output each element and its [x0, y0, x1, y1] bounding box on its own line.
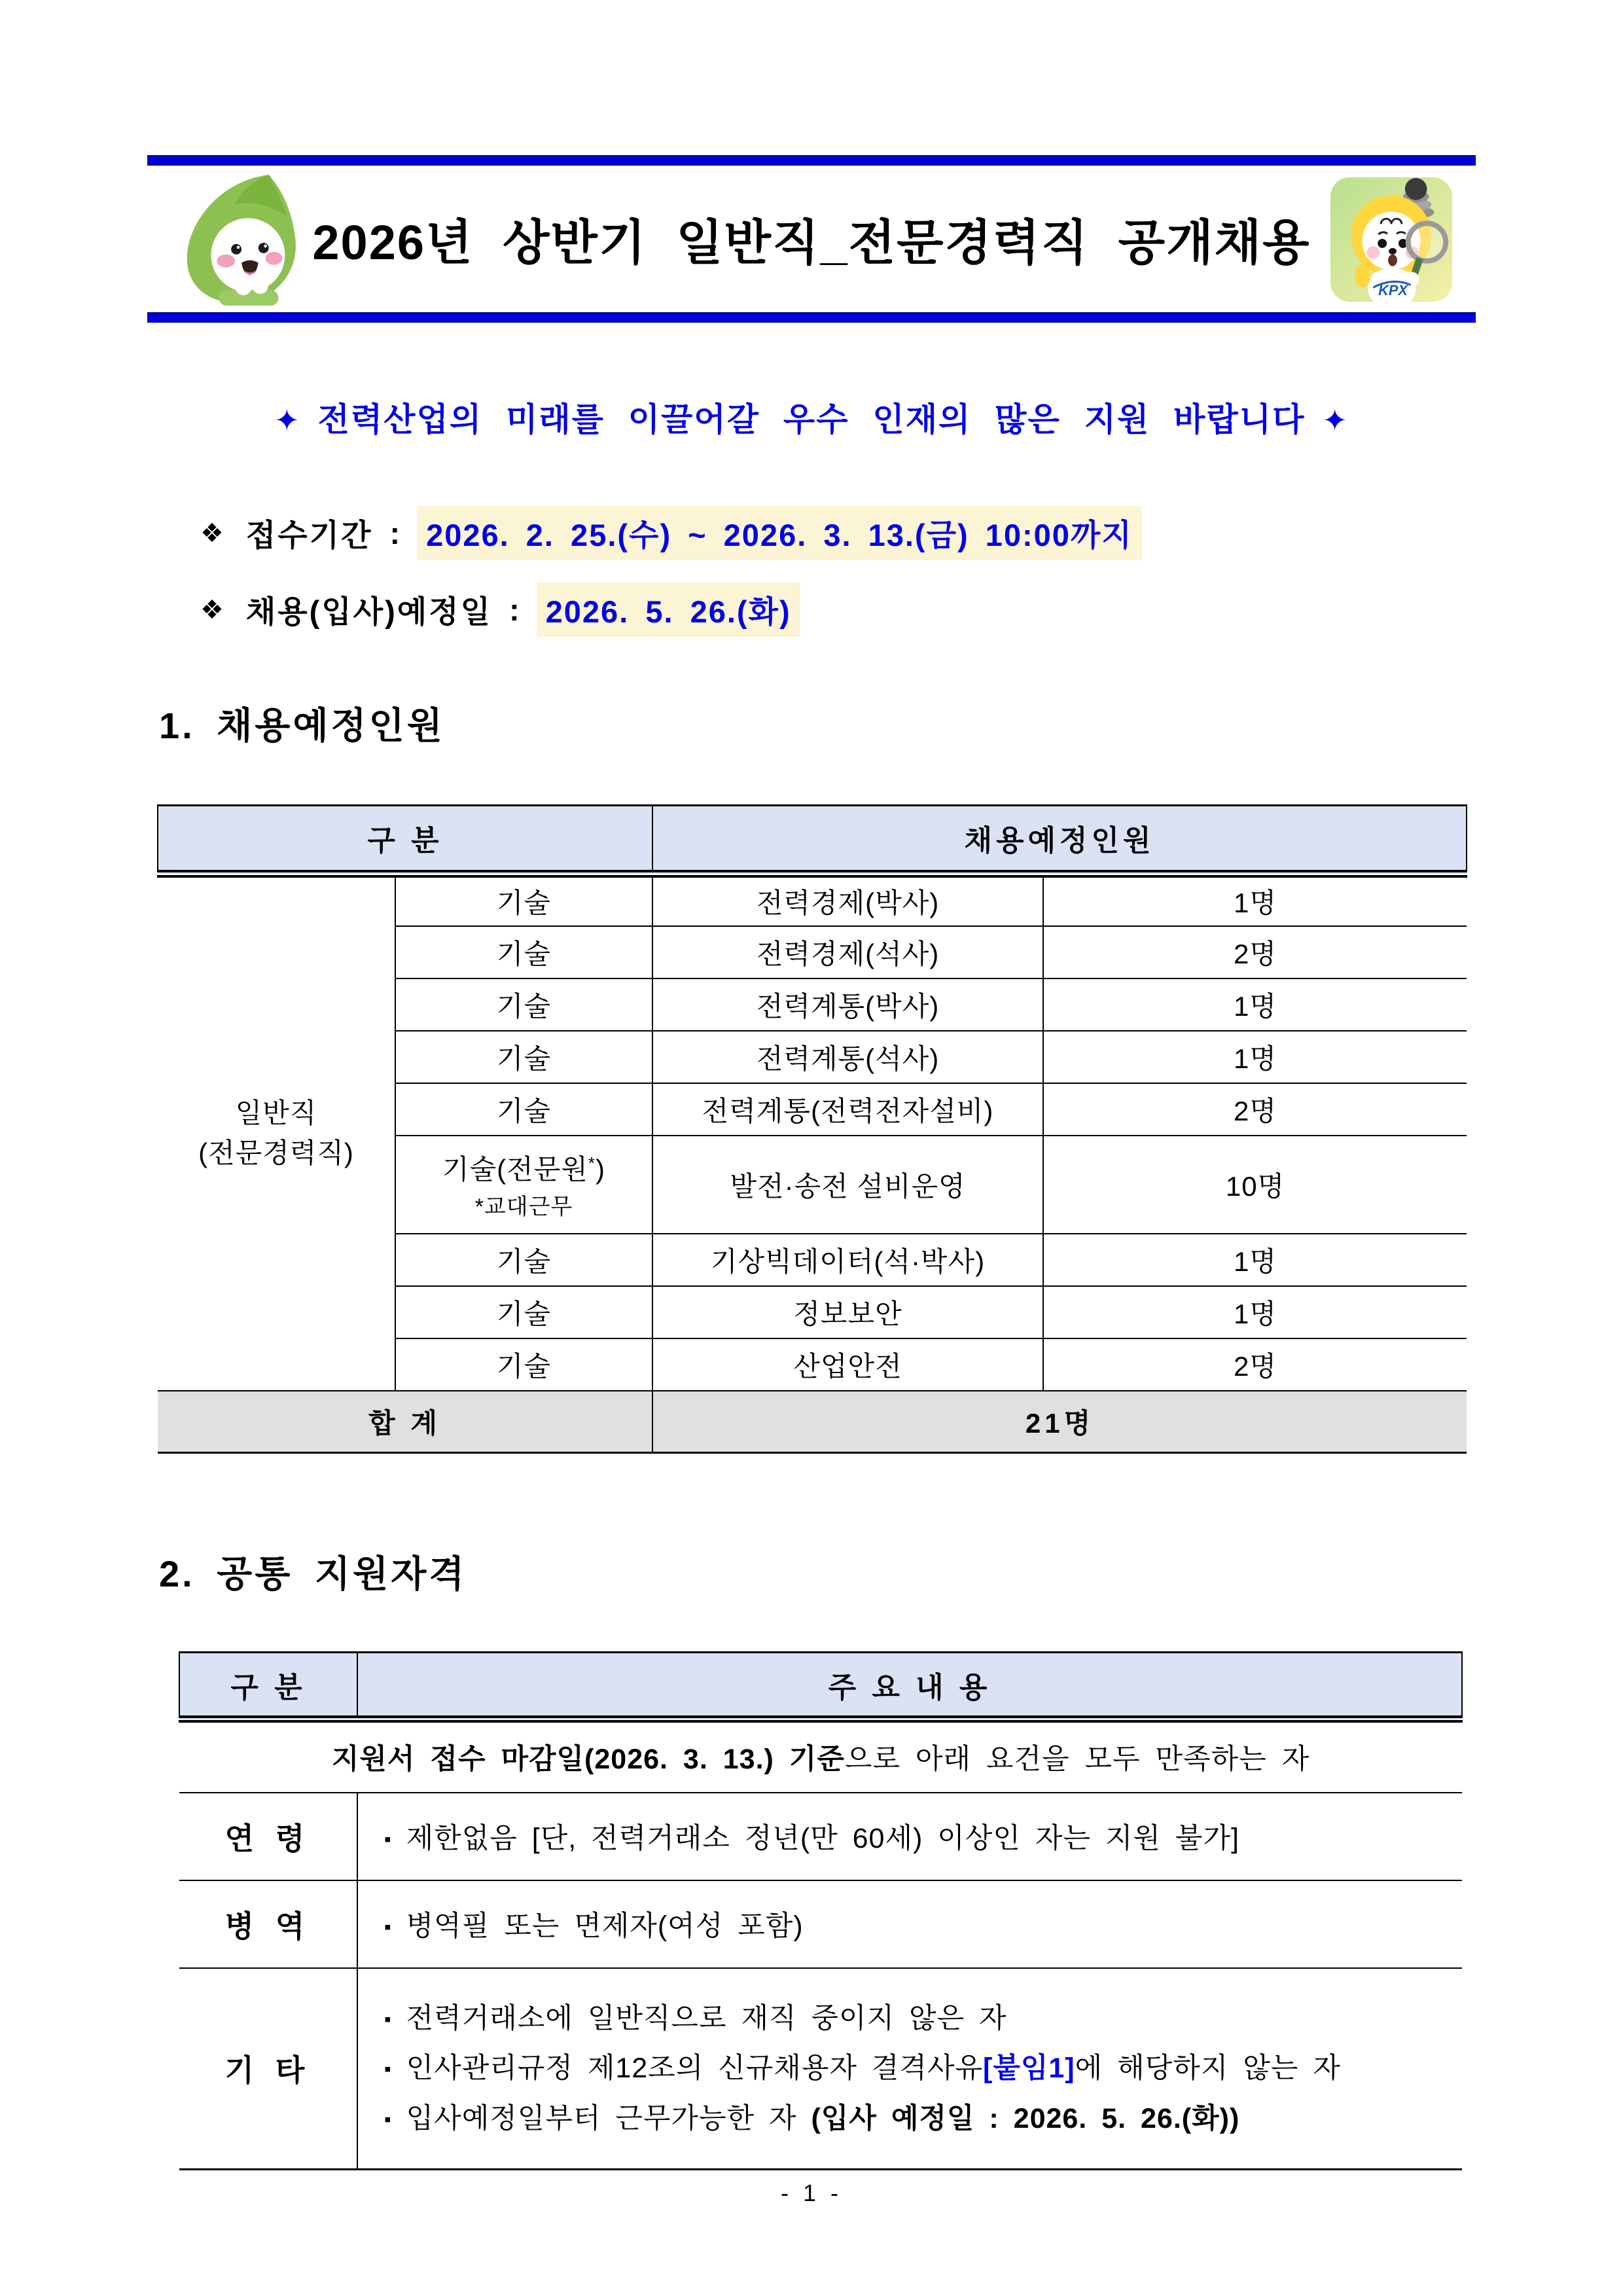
- attachment-link[interactable]: [붙임1]: [983, 2053, 1075, 2084]
- notice-label: 접수기간: [245, 518, 373, 552]
- qualification-table: [179, 1651, 1463, 2170]
- slogan-text: 전력산업의 미래를 이끌어갈 우수 인재의 많은 지원 바랍니다: [317, 401, 1306, 438]
- job-cell: [395, 1136, 652, 1234]
- page-number: - 1 -: [780, 2179, 842, 2206]
- etc-item: [384, 2098, 1449, 2140]
- row-label-cell: 연 령: [179, 1793, 357, 1880]
- section2-heading: 2. 공통 지원자격: [159, 1553, 467, 1594]
- field-cell: 전력경제(박사): [652, 874, 1043, 926]
- intro-rest-text: 으로 아래 요건을 모두 만족하는 자: [844, 1744, 1310, 1776]
- job-text: 기술(전문원: [442, 1154, 588, 1185]
- job-sup: *: [588, 1153, 596, 1173]
- job-close: ): [596, 1154, 605, 1185]
- field-cell: 전력계통(박사): [652, 978, 1043, 1031]
- job-cell: 기술: [395, 1286, 652, 1338]
- square-bullet-icon: ▪: [384, 2108, 392, 2130]
- field-cell: 발전·송전 설비운영: [652, 1136, 1043, 1234]
- row-label-cell: 기 타: [179, 1968, 357, 2170]
- count-cell: 1명: [1043, 978, 1467, 1031]
- intro-cell: [179, 1719, 1462, 1793]
- job-cell: 기술: [395, 1083, 652, 1136]
- count-cell: 2명: [1043, 926, 1467, 978]
- square-bullet-icon: ▪: [384, 2008, 392, 2030]
- notice-list: [200, 506, 1623, 637]
- job-note: *교대근무: [474, 1194, 573, 1219]
- header-cell-category: 구 분: [158, 806, 652, 874]
- square-bullet-icon: ▪: [384, 1829, 392, 1850]
- row-content-cell: [357, 1968, 1462, 2170]
- military-row: [179, 1880, 1462, 1968]
- row-content-cell: [357, 1793, 1462, 1880]
- count-cell: 1명: [1043, 874, 1467, 926]
- military-text: 병역필 또는 면제자(여성 포함): [406, 1910, 804, 1942]
- table-row: [158, 874, 1467, 926]
- field-cell: 전력경제(석사): [652, 926, 1043, 978]
- notice-hire-date: [200, 583, 1623, 637]
- diamond-bullet-icon: ❖: [200, 518, 224, 548]
- field-cell: 정보보안: [652, 1286, 1043, 1338]
- banner-body: [147, 166, 1476, 312]
- notice-separator: :: [389, 516, 401, 550]
- header-cell-headcount: 채용예정인원: [652, 806, 1467, 874]
- table-header-row: [179, 1653, 1462, 1719]
- total-label-cell: 합 계: [158, 1391, 652, 1453]
- job-cell: 기술: [395, 1234, 652, 1286]
- job-cell: 기술: [395, 1031, 652, 1083]
- diamond-bullet-icon: ❖: [200, 595, 224, 624]
- notice-application-period: [200, 506, 1623, 560]
- notice-value-highlight: 2026. 2. 25.(수) ~ 2026. 3. 13.(금) 10:00까지: [417, 506, 1142, 560]
- category-line2: (전문경력직): [198, 1138, 354, 1168]
- field-cell: 기상빅데이터(석·박사): [652, 1234, 1043, 1286]
- header-cell-content: 주 요 내 용: [357, 1653, 1462, 1719]
- count-cell: 1명: [1043, 1286, 1467, 1338]
- etc-item3-bold: (입사 예정일 : 2026. 5. 26.(화)): [811, 2102, 1240, 2134]
- etc-item2-text: 인사관리규정 제12조의 신규채용자 결격사유: [406, 2053, 983, 2084]
- category-line1: 일반직: [235, 1098, 317, 1129]
- recruitment-plan-table: [157, 804, 1467, 1454]
- square-bullet-icon: ▪: [384, 2058, 392, 2080]
- count-cell: 1명: [1043, 1031, 1467, 1083]
- header-cell-category: 구 분: [179, 1653, 357, 1719]
- header-banner: [147, 155, 1476, 323]
- etc-item: [384, 2047, 1449, 2090]
- slogan-line: [0, 393, 1623, 440]
- star-icon: ✦: [274, 403, 301, 437]
- row-content-cell: [357, 1880, 1462, 1968]
- age-text: 제한없음 [단, 전력거래소 정년(만 60세) 이상인 자는 지원 불가]: [406, 1823, 1240, 1854]
- banner-bottom-rule: [147, 312, 1476, 323]
- banner-top-rule: [147, 155, 1476, 166]
- job-cell: 기술: [395, 1338, 652, 1391]
- count-cell: 2명: [1043, 1083, 1467, 1136]
- count-cell: 2명: [1043, 1338, 1467, 1391]
- job-cell: 기술: [395, 874, 652, 926]
- table-header-row: [158, 806, 1467, 874]
- intro-row: [179, 1719, 1462, 1793]
- total-row: [158, 1391, 1467, 1453]
- star-icon: ✦: [1322, 403, 1349, 437]
- etc-item2-tail: 에 해당하지 않는 자: [1075, 2053, 1341, 2084]
- section1-heading: 1. 채용예정인원: [159, 705, 445, 746]
- green-sprout-mascot-icon: [172, 172, 315, 310]
- field-cell: 전력계통(석사): [652, 1031, 1043, 1083]
- notice-separator: :: [508, 592, 520, 627]
- total-value-cell: 21명: [652, 1391, 1467, 1453]
- etc-item1-text: 전력거래소에 일반직으로 재직 중이지 않은 자: [406, 2002, 1007, 2034]
- square-bullet-icon: ▪: [384, 1916, 392, 1938]
- etc-row: [179, 1968, 1462, 2170]
- job-cell: 기술: [395, 978, 652, 1031]
- intro-bold-text: 지원서 접수 마감일(2026. 3. 13.) 기준: [331, 1744, 845, 1776]
- count-cell: 10명: [1043, 1136, 1467, 1234]
- notice-label: 채용(입사)예정일: [245, 594, 492, 629]
- job-cell: 기술: [395, 926, 652, 978]
- age-row: [179, 1793, 1462, 1880]
- field-cell: 산업안전: [652, 1338, 1043, 1391]
- etc-item: [384, 1998, 1449, 2040]
- kpx-logo-text: KPX: [1378, 282, 1408, 299]
- document-title: 2026년 상반기 일반직_전문경력직 공개채용: [312, 215, 1311, 270]
- merged-category-cell: [158, 874, 395, 1391]
- etc-item3-text: 입사예정일부터 근무가능한 자: [406, 2102, 812, 2134]
- count-cell: 1명: [1043, 1234, 1467, 1286]
- field-cell: 전력계통(전력전자설비): [652, 1083, 1043, 1136]
- row-label-cell: 병 역: [179, 1880, 357, 1968]
- notice-value-highlight: 2026. 5. 26.(화): [537, 583, 800, 637]
- kpx-bulb-mascot-icon: [1321, 172, 1461, 310]
